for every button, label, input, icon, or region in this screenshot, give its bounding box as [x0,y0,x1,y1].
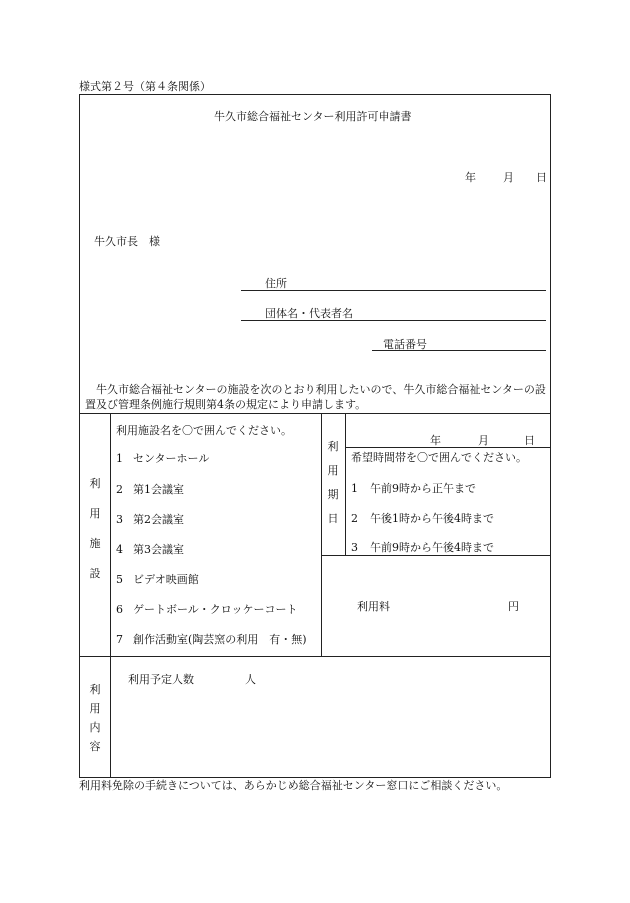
phone-label: 電話番号 [383,338,427,351]
time-slot-number: 2 [351,512,358,525]
facility-option-number: 1 [116,452,123,465]
facility-heading-char: 施 [89,537,101,550]
facility-option-name: 第2会議室 [133,513,184,526]
facility-heading-char: 利 [89,477,101,490]
facility-option-name: センターホール [133,452,210,465]
facility-option-name: 第3会議室 [133,543,184,556]
expected-people-label: 利用予定人数 [128,673,194,686]
facility-option-number: 5 [116,573,123,586]
footer-note: 利用料免除の手続きについては、あらかじめ総合福祉センター窓口にご相談ください。 [79,779,508,792]
time-slot-label: 午後1時から午後4時まで [370,512,494,525]
expected-people-unit: 人 [245,673,256,686]
addressee: 牛久市長 様 [94,235,160,248]
usage-date-day: 日 [524,434,535,447]
usage-date-heading-char: 用 [327,464,339,477]
usage-date-heading [326,441,340,537]
date-day: 日 [536,171,547,184]
organization-label: 団体名・代表者名 [265,307,353,320]
facility-heading-divider [110,413,111,656]
time-slot-number: 3 [351,541,358,554]
facility-instruction: 利用施設名を〇で囲んでください。 [116,424,292,437]
facility-option-number: 6 [116,603,123,616]
usage-date-date-line [345,447,551,448]
facility-option-name: 創作活動室(陶芸窯の利用 有・無) [133,633,307,646]
content-heading-char: 利 [89,683,101,696]
address-line [241,290,546,291]
facility-option-number: 7 [116,633,123,646]
facility-heading-char: 用 [89,507,101,520]
facility-heading [88,478,102,598]
organization-line [241,320,546,321]
content-heading [88,684,102,760]
facility-option-number: 3 [116,513,123,526]
usage-date-month: 月 [478,434,489,447]
fee-unit: 円 [508,600,519,613]
usage-date-heading-char: 期 [327,488,339,501]
table-top-line [79,413,551,414]
facility-option-name: ゲートボール・クロッケーコート [133,603,298,616]
date-year: 年 [465,171,476,184]
time-slot-label: 午前9時から午後4時まで [370,541,494,554]
facility-bottom-line [79,656,551,657]
usage-date-heading-char: 利 [327,440,339,453]
form-number: 様式第２号（第４条関係） [79,80,211,93]
content-heading-char: 用 [89,702,101,715]
time-slot-instruction: 希望時間帯を〇で囲んでください。 [351,451,527,464]
facility-heading-char: 設 [89,567,101,580]
content-heading-char: 容 [89,740,101,753]
application-statement: 牛久市総合福祉センターの施設を次のとおり利用したいので、牛久市総合福祉センターの設置及び管理条例施行規則第4条の規定により申請します。 [85,383,546,411]
usage-date-heading-divider [345,413,346,555]
facility-right-divider [321,413,322,656]
address-label: 住所 [265,277,287,290]
facility-option-name: ビデオ映画館 [133,573,199,586]
date-month: 月 [503,171,514,184]
content-heading-char: 内 [89,721,101,734]
facility-option-name: 第1会議室 [133,483,184,496]
fee-label: 利用料 [357,600,390,613]
content-heading-divider [110,656,111,778]
facility-option-number: 2 [116,483,123,496]
time-slot-label: 午前9時から正午まで [370,482,476,495]
usage-date-heading-char: 日 [327,512,339,525]
usage-date-year: 年 [430,434,441,447]
facility-option-number: 4 [116,543,123,556]
phone-line [372,350,546,351]
time-slot-number: 1 [351,482,358,495]
usage-date-bottom-line [321,555,551,556]
form-title: 牛久市総合福祉センター利用許可申請書 [214,110,412,123]
